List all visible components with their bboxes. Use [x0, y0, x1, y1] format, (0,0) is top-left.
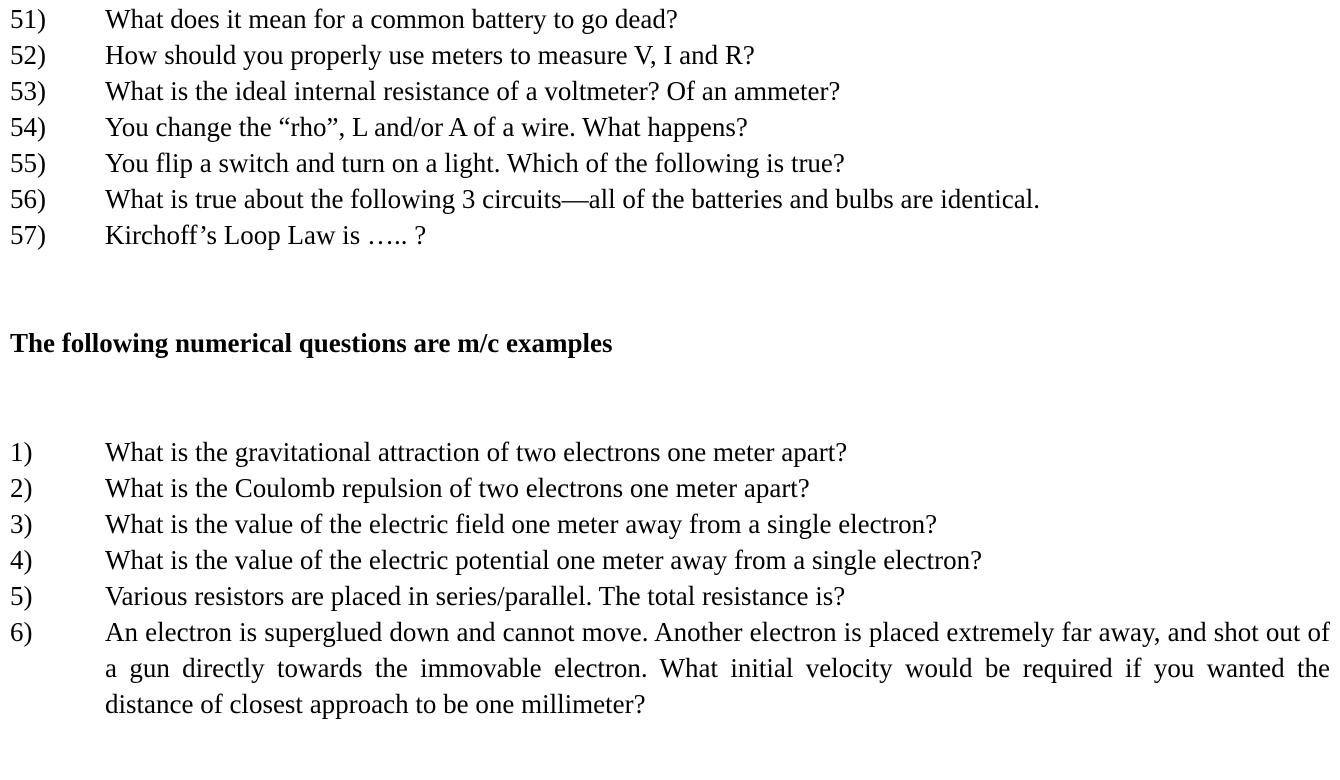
question-item-51 — [10, 1, 1330, 37]
question-item-6 — [10, 614, 1330, 722]
question-text: You change the “rho”, L and/or A of a wire. What happens? — [105, 112, 748, 142]
question-number: 57) — [10, 220, 46, 250]
numerical-question-list — [10, 434, 1330, 722]
question-item-57 — [10, 217, 1330, 253]
question-item-55 — [10, 145, 1330, 181]
question-text: What does it mean for a common battery to go dead? — [105, 4, 678, 34]
question-text: An electron is superglued down and cannot move. Another electron is placed extremely far away, and shot out of a gun directly towards the immovable electron. What initial velocity would be required if you wanted the distance of closest approach to be one millimeter? — [105, 617, 1330, 719]
question-number: 52) — [10, 40, 46, 70]
question-text: Various resistors are placed in series/parallel. The total resistance is? — [105, 581, 846, 611]
question-number: 6) — [10, 617, 33, 647]
question-number: 1) — [10, 437, 33, 467]
question-number: 53) — [10, 76, 46, 106]
question-number: 56) — [10, 184, 46, 214]
question-item-1 — [10, 434, 1330, 470]
question-item-5 — [10, 578, 1330, 614]
question-number: 55) — [10, 148, 46, 178]
question-number: 2) — [10, 473, 33, 503]
question-item-2 — [10, 470, 1330, 506]
section-heading: The following numerical questions are m/c examples — [10, 328, 613, 358]
question-text: What is the value of the electric field one meter away from a single electron? — [105, 509, 938, 539]
question-item-56 — [10, 181, 1330, 217]
question-item-54 — [10, 109, 1330, 145]
question-item-3 — [10, 506, 1330, 542]
conceptual-question-list — [10, 1, 1330, 253]
question-number: 54) — [10, 112, 46, 142]
question-text: What is the gravitational attraction of two electrons one meter apart? — [105, 437, 848, 467]
question-item-52 — [10, 37, 1330, 73]
question-text: What is the ideal internal resistance of a voltmeter? Of an ammeter? — [105, 76, 841, 106]
question-text: Kirchoff’s Loop Law is ….. ? — [105, 220, 427, 250]
question-number: 4) — [10, 545, 33, 575]
question-text: You flip a switch and turn on a light. Which of the following is true? — [105, 148, 845, 178]
question-text: What is the value of the electric potential one meter away from a single electron? — [105, 545, 983, 575]
question-item-4 — [10, 542, 1330, 578]
question-item-53 — [10, 73, 1330, 109]
question-number: 3) — [10, 509, 33, 539]
question-text: What is the Coulomb repulsion of two electrons one meter apart? — [105, 473, 810, 503]
question-number: 51) — [10, 4, 46, 34]
question-text: How should you properly use meters to measure V, I and R? — [105, 40, 755, 70]
question-number: 5) — [10, 581, 33, 611]
question-text: What is true about the following 3 circuits—all of the batteries and bulbs are identical. — [105, 184, 1040, 214]
